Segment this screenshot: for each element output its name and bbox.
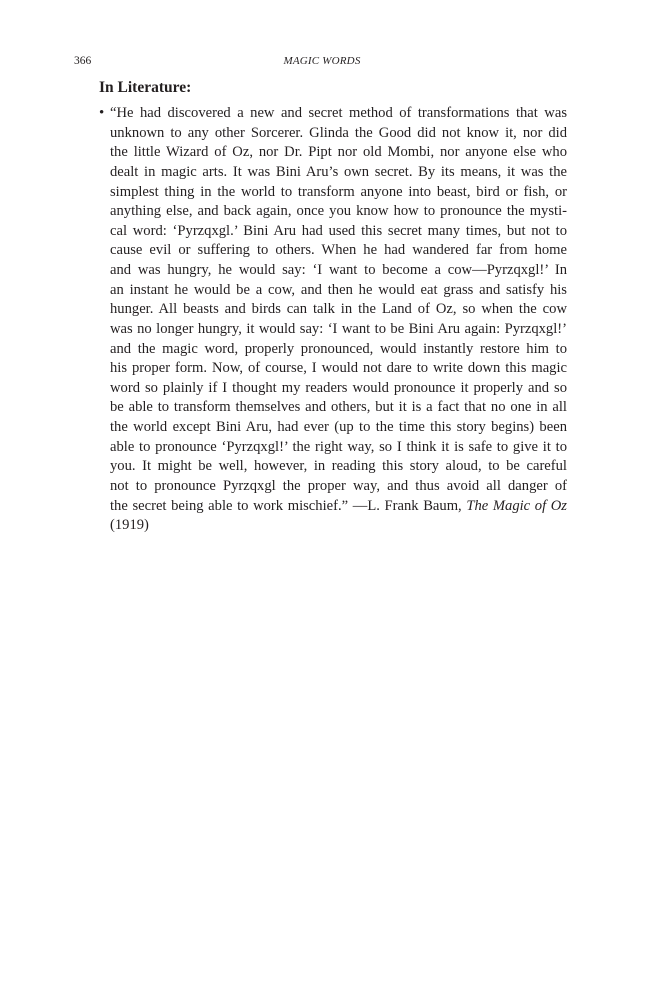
running-title: MAGIC WORDS — [283, 55, 361, 67]
book-title: The Magic of Oz — [466, 497, 567, 514]
excerpt-line: anything else, and back again, once you know how to pronounce the mysti- — [110, 203, 567, 220]
attribution-lead: the secret being able to work mischief.” —L. Frank Baum, — [110, 497, 467, 514]
excerpt-line: unknown to any other Sorcerer. Glinda the Good did not know it, nor did — [110, 124, 567, 141]
excerpt-line: simplest thing in the world to transform anyone into beast, bird or fish, or — [110, 183, 567, 200]
excerpt-line: not to pronounce Pyrzqxgl the proper way, and thus avoid all danger of — [110, 477, 567, 494]
running-head — [74, 53, 570, 69]
excerpt-line: word so plainly if I thought my readers would pronounce it properly and so — [110, 379, 567, 396]
page-number: 366 — [74, 55, 92, 67]
excerpt-line: you. It might be well, however, in reading this story aloud, to be careful — [110, 458, 567, 475]
excerpt-line: his proper form. Now, of course, I would not dare to write down this magic — [110, 360, 567, 377]
excerpt-line: “He had discovered a new and secret method of transformations that was — [110, 105, 567, 121]
excerpt-line: cal word: ‘Pyrzqxgl.’ Bini Aru had used this secret many times, but not to — [110, 222, 567, 239]
excerpt-line: was no longer hungry, it would say: ‘I want to be Bini Aru again: Pyrzqxgl!’ — [110, 320, 567, 337]
excerpt-line: an instant he would be a cow, and then he would eat grass and satisfy his — [110, 281, 567, 298]
excerpt-line: dealt in magic arts. It was Bini Aru’s own secret. By its means, it was the — [110, 163, 567, 180]
bullet-marker: • — [99, 105, 105, 121]
excerpt-line: the little Wizard of Oz, nor Dr. Pipt nor old Mombi, nor anyone else who — [110, 144, 567, 161]
excerpt-line: and the magic word, properly pronounced, would instantly restore him to — [110, 340, 567, 357]
attribution-line — [110, 497, 567, 517]
excerpt-line: and was hungry, he would say: ‘I want to become a cow—Pyrzqxgl!’ In — [110, 262, 567, 278]
quotation-excerpt — [110, 104, 567, 536]
excerpt-line: be able to transform themselves and others, but it is a fact that no one in all — [110, 399, 567, 416]
publication-year: (1919) — [110, 517, 149, 534]
excerpt-line: cause evil or suffering to others. When he had wandered far from home — [110, 242, 567, 259]
section-heading: In Literature: — [99, 79, 192, 96]
excerpt-line: the world except Bini Aru, had ever (up to the time this story begins) been — [110, 419, 567, 435]
excerpt-line: hunger. All beasts and birds can talk in the Land of Oz, so when the cow — [110, 301, 567, 318]
excerpt-line: able to pronounce ‘Pyrzqxgl!’ the right way, so I think it is safe to give it to — [110, 438, 567, 455]
